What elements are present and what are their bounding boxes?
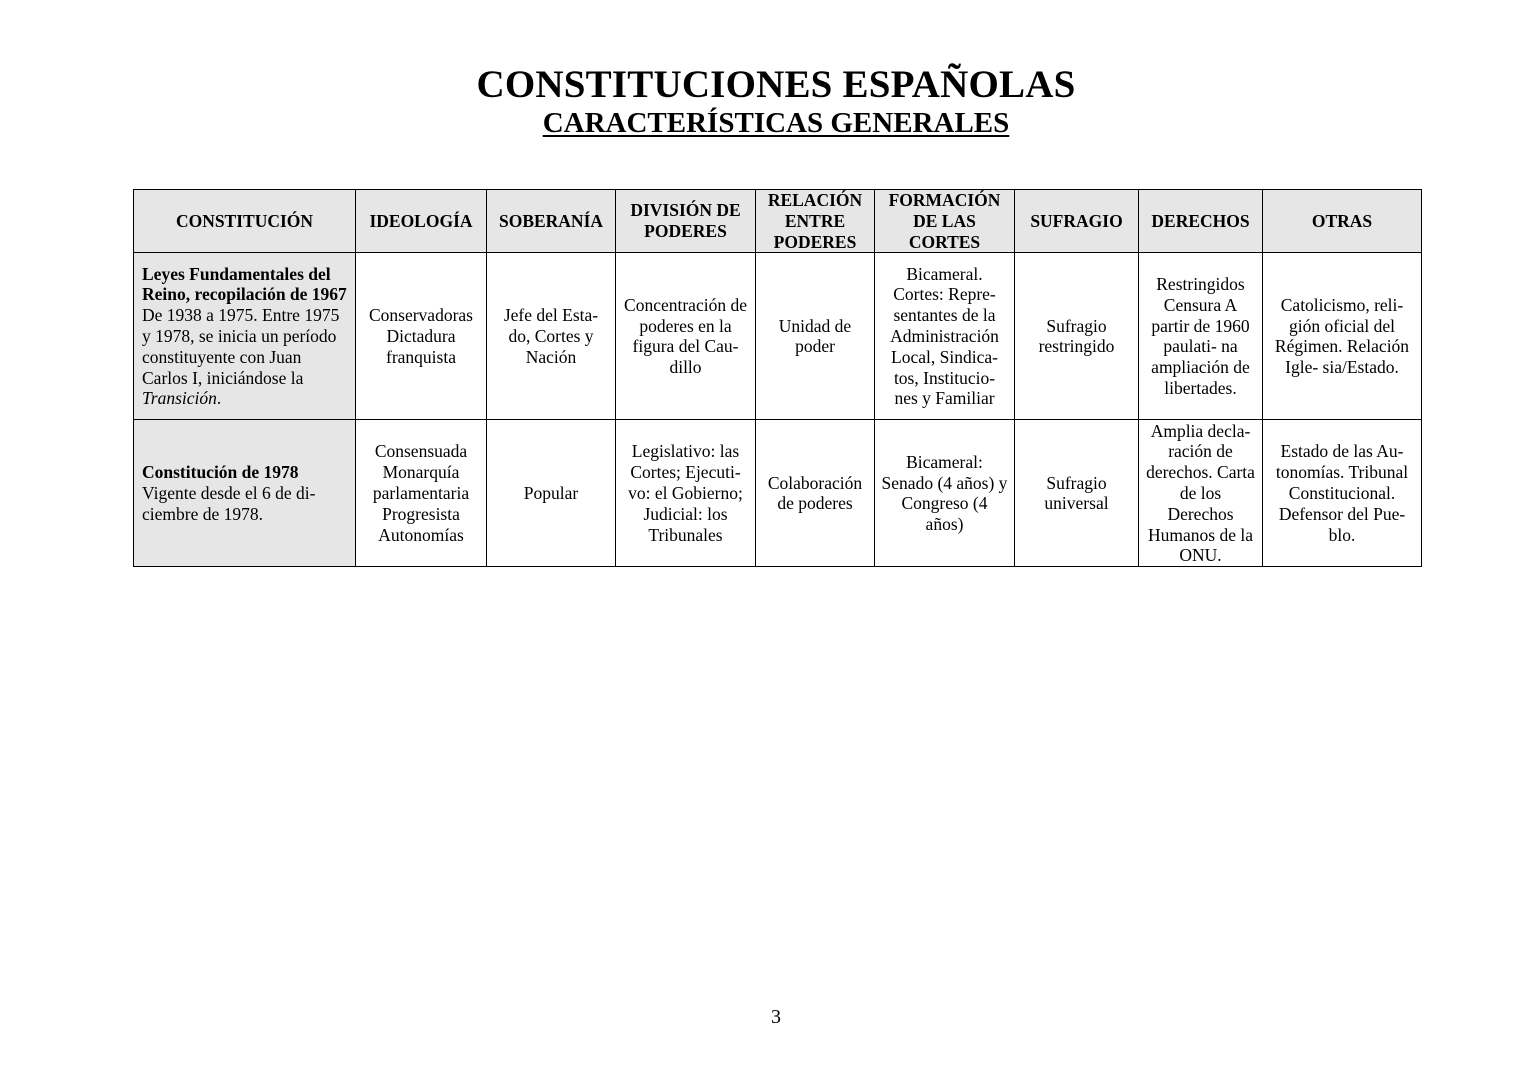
constitucion-title: Leyes Fundamentales del Reino, recopilación de 1967 bbox=[142, 263, 347, 305]
header-sufragio: SUFRAGIO bbox=[1015, 190, 1139, 253]
header-ideologia: IDEOLOGÍA bbox=[356, 190, 487, 253]
cell-sufragio: Sufragio restringido bbox=[1015, 253, 1139, 420]
cell-derechos: Amplia decla- ración de derechos. Carta de los Derechos Humanos de la ONU. bbox=[1139, 420, 1263, 567]
cell-otras: Catolicismo, reli- gión oficial del Régimen. Relación Igle- sia/Estado. bbox=[1263, 253, 1422, 420]
cell-derechos: Restringidos Censura A partir de 1960 paulati- na ampliación de libertades. bbox=[1139, 253, 1263, 420]
header-constitucion: CONSTITUCIÓN bbox=[134, 190, 356, 253]
constitucion-desc bbox=[142, 305, 347, 409]
table-row bbox=[134, 253, 1422, 420]
constitucion-desc: Vigente desde el 6 de di- ciembre de 1978. bbox=[142, 482, 316, 524]
document-subtitle: CARACTERÍSTICAS GENERALES bbox=[542, 107, 1010, 139]
cell-division-poderes: Concentración de poderes en la figura del Cau- dillo bbox=[616, 253, 756, 420]
page-number: 3 bbox=[771, 1006, 781, 1028]
document-title: CONSTITUCIONES ESPAÑOLAS bbox=[476, 63, 1076, 106]
cell-soberania: Jefe del Esta- do, Cortes y Nación bbox=[487, 253, 616, 420]
cell-sufragio: Sufragio universal bbox=[1015, 420, 1139, 567]
header-soberania: SOBERANÍA bbox=[487, 190, 616, 253]
cell-formacion-cortes: Bicameral. Cortes: Repre- sentantes de la Administración Local, Sindica- tos, Institucio- nes y Familiar bbox=[875, 253, 1015, 420]
cell-relacion-poderes: Colaboración de poderes bbox=[756, 420, 875, 567]
constitucion-desc-end: . bbox=[216, 388, 222, 409]
table-row bbox=[134, 420, 1422, 567]
cell-otras: Estado de las Au- tonomías. Tribunal Constitucional. Defensor del Pue- blo. bbox=[1263, 420, 1422, 567]
cell-soberania: Popular bbox=[487, 420, 616, 567]
cell-relacion-poderes: Unidad de poder bbox=[756, 253, 875, 420]
cell-formacion-cortes: Bicameral: Senado (4 años) y Congreso (4 años) bbox=[875, 420, 1015, 567]
header-derechos: DERECHOS bbox=[1139, 190, 1263, 253]
cell-constitucion bbox=[134, 253, 356, 420]
constitucion-title: Constitución de 1978 bbox=[142, 462, 299, 483]
header-otras: OTRAS bbox=[1263, 190, 1422, 253]
cell-ideologia: Conservadoras Dictadura franquista bbox=[356, 253, 487, 420]
table-header-row bbox=[134, 190, 1422, 253]
cell-ideologia: Consensuada Monarquía parlamentaria Progresista Autonomías bbox=[356, 420, 487, 567]
header-division-poderes: DIVISIÓN DE PODERES bbox=[616, 190, 756, 253]
constitutions-table bbox=[133, 189, 1422, 567]
cell-constitucion bbox=[134, 420, 356, 567]
constitucion-desc-italic: Transición bbox=[142, 388, 217, 409]
cell-division-poderes: Legislativo: las Cortes; Ejecuti- vo: el Gobierno; Judicial: los Tribunales bbox=[616, 420, 756, 567]
constitucion-desc-text: De 1938 a 1975. Entre 1975 y 1978, se inicia un período constituyente con Juan Carlos I, iniciándose la bbox=[142, 305, 340, 388]
header-formacion-cortes: FORMACIÓN DE LAS CORTES bbox=[875, 190, 1015, 253]
header-relacion-poderes: RELACIÓN ENTRE PODERES bbox=[756, 190, 875, 253]
